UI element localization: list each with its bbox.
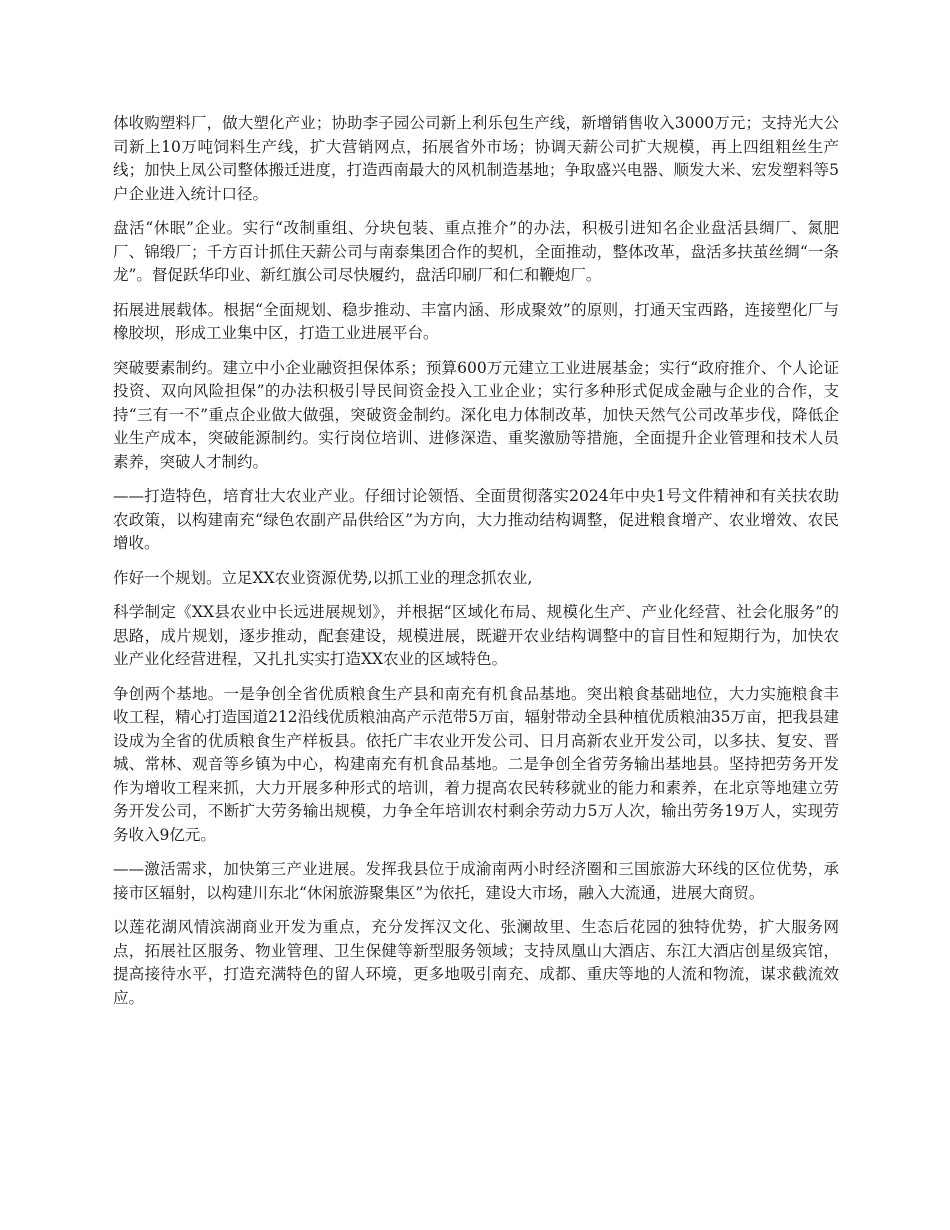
paragraph-1: 体收购塑料厂，做大塑化产业；协助李子园公司新上利乐包生产线，新增销售收入3000万元；支持光大公司新上10万吨饲料生产线，扩大营销网点，拓展省外市场；协调天薪公司扩大规模，再上四组粗丝生产线；加快上凤公司整体搬迁进度，打造西南最大的风机制造基地；争取盛兴电器、顺发大米、宏发塑料等5户企业进入统计口径。 bbox=[113, 114, 839, 203]
paragraph-7: 科学制定《XX县农业中长远进展规划》，并根据“区域化布局、规模化生产、产业化经营、社会化服务”的思路，成片规划，逐步推动，配套建设，规模进展，既避开农业结构调整中的盲目性和短期行为，加快农业产业化经营进程，又扎扎实实打造XX农业的区域特色。 bbox=[113, 603, 839, 668]
paragraph-6: 作好一个规划。立足XX农业资源优势,以抓工业的理念抓农业, bbox=[113, 568, 533, 587]
document-body bbox=[113, 112, 839, 1021]
paragraph-5: ——打造特色，培育壮大农业产业。仔细讨论领悟、全面贯彻落实2024年中央1号文件精神和有关扶农助农政策，以构建南充“绿色农副产品供给区”为方向，大力推动结构调整，促进粮食增产、农业增效、农民增收。 bbox=[113, 487, 839, 552]
paragraph-8: 争创两个基地。一是争创全省优质粮食生产县和南充有机食品基地。突出粮食基础地位，大力实施粮食丰收工程，精心打造国道212沿线优质粮油高产示范带5万亩，辐射带动全县种植优质粮油35万亩，把我县建设成为全省的优质粮食生产样板县。依托广丰农业开发公司、日月高新农业开发公司，以多扶、复安、晋城、常林、观音等乡镇为中心，构建南充有机食品基地。二是争创全省劳务输出基地县。坚持把劳务开发作为增收工程来抓，大力开展多种形式的培训，着力提高农民转移就业的能力和素养，在北京等地建立劳务开发公司，不断扩大劳务输出规模，力争全年培训农村剩余劳动力5万人次，输出劳务19万人，实现劳务收入9亿元。 bbox=[113, 684, 839, 844]
paragraph-2: 盘活“休眠”企业。实行“改制重组、分块包装、重点推介”的办法，积极引进知名企业盘活县绸厂、氮肥厂、锦缎厂；千方百计抓住天薪公司与南泰集团合作的契机，全面推动，整体改革，盘活多扶茧丝绸“一条龙”。督促跃华印业、新红旗公司尽快履约，盘活印刷厂和仁和鞭炮厂。 bbox=[113, 219, 839, 284]
paragraph-9: ——激活需求，加快第三产业进展。发挥我县位于成渝南两小时经济圈和三国旅游大环线的区位优势，承接市区辐射，以构建川东北“休闲旅游聚集区”为依托，建设大市场，融入大流通，进展大商贸。 bbox=[113, 860, 839, 902]
paragraph-4: 突破要素制约。建立中小企业融资担保体系；预算600万元建立工业进展基金；实行“政府推介、个人论证投资、双向风险担保”的办法积极引导民间资金投入工业企业；实行多种形式促成金融与企业的合作，支持“三有一不”重点企业做大做强，突破资金制约。深化电力体制改革，加快天然气公司改革步伐，降低企业生产成本，突破能源制约。实行岗位培训、进修深造、重奖激励等措施，全面提升企业管理和技术人员素养，突破人才制约。 bbox=[113, 358, 839, 471]
paragraph-3: 拓展进展载体。根据“全面规划、稳步推动、丰富内涵、形成聚效”的原则，打通天宝西路，连接塑化厂与橡胶坝，形成工业集中区，打造工业进展平台。 bbox=[113, 300, 839, 342]
paragraph-10: 以莲花湖风情滨湖商业开发为重点，充分发挥汉文化、张澜故里、生态后花园的独特优势，扩大服务网点，拓展社区服务、物业管理、卫生保健等新型服务领域；支持凤凰山大酒店、东江大酒店创星级宾馆，提高接待水平，打造充满特色的留人环境，更多地吸引南充、成都、重庆等地的人流和物流，谋求截流效应。 bbox=[113, 918, 839, 1007]
